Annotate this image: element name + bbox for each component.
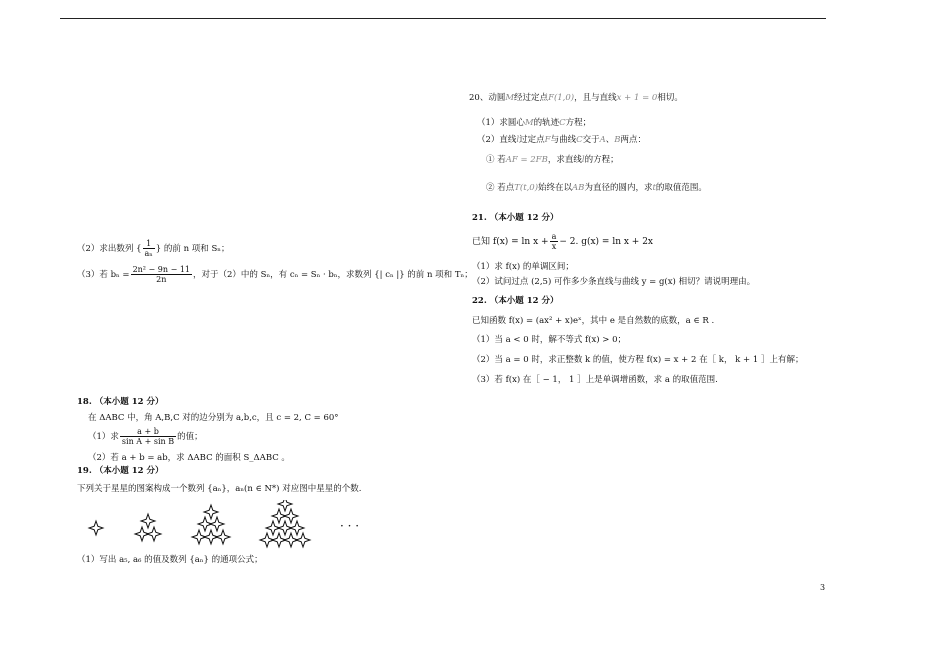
q19-part1: （1）写出 a₅, a₆ 的值及数列 {aₙ} 的通项公式； bbox=[77, 555, 263, 565]
q21-title: 21. （本小题 12 分） bbox=[472, 213, 559, 223]
q17-bn-fraction: $\frac{\text{2n² − 9n − 11}}{2n}$ bbox=[132, 265, 191, 284]
q18-part2: （2）若 a + b = ab，求 ΔABC 的面积 S_ΔABC 。 bbox=[88, 453, 290, 463]
q17-part3: （3）若 bₙ = $\frac{\text{2n² − 9n − 11}}{2n}$ ，对于（2）中的 Sₙ，有 cₙ = Sₙ · bₙ，求数列 {| cₙ |} 的前 n 项和 Tₙ； bbox=[77, 265, 473, 284]
star-icon bbox=[147, 527, 161, 541]
star-icon bbox=[296, 533, 310, 547]
star-icon bbox=[210, 517, 224, 531]
pattern-ellipsis: · · · bbox=[340, 519, 360, 533]
star-icon bbox=[204, 505, 218, 519]
page-number: 3 bbox=[820, 583, 826, 592]
q22-part1: （1）当 a < 0 时，解不等式 f(x) > 0； bbox=[472, 335, 627, 345]
q20-part1: （1）求圆心M的轨迹C方程； bbox=[477, 118, 592, 128]
star-icon bbox=[89, 521, 103, 535]
star-icon bbox=[290, 521, 304, 535]
q22-part3: （3）若 f(x) 在［ − 1， 1 ］上是单调增函数，求 a 的取值范围. bbox=[472, 375, 718, 385]
q18-part1: （1）求 $\frac{a + b}{\text{sin A + sin B}}$ 的值； bbox=[88, 427, 203, 446]
star-icon bbox=[141, 514, 155, 528]
pattern-1 bbox=[89, 521, 103, 535]
q20-subpart2: ② 若点T(t,0)始终在以AB为直径的圆内，求t的取值范围。 bbox=[486, 183, 707, 193]
q17-part2: （2）求出数列 { $\frac{1}{\text{aₙ}}$ } 的前 n 项和 Sₙ； bbox=[77, 239, 230, 258]
q18-title: 18. （本小题 12 分） bbox=[77, 397, 164, 407]
q21-part1: （1）求 f(x) 的单调区间； bbox=[472, 262, 574, 272]
q17-fraction: $\frac{1}{\text{aₙ}}$ bbox=[144, 239, 153, 258]
q22-part2: （2）当 a = 0 时，求正整数 k 的值，使方程 f(x) = x + 2 在［ k， k + 1 ］上有解； bbox=[472, 355, 804, 365]
q21-fraction: $\frac{a}{x}$ bbox=[551, 232, 557, 251]
q22-function: 已知函数 f(x) = (ax² + x)eˣ，其中 e 是自然数的底数，a ∈ R . bbox=[472, 316, 715, 326]
q20-intro: 20、动圆M经过定点F(1,0)，且与直线x + 1 = 0相切。 bbox=[469, 93, 683, 103]
star-icon bbox=[216, 530, 230, 544]
q18-fraction: $\frac{a + b}{\text{sin A + sin B}}$ bbox=[121, 427, 175, 446]
q22-title: 22. （本小题 12 分） bbox=[472, 296, 559, 306]
q20-subpart1: ① 若AF = 2FB，求直线l的方程； bbox=[486, 155, 619, 165]
star-icon bbox=[278, 500, 292, 511]
pattern-2 bbox=[135, 514, 161, 541]
q19-intro: 下列关于星星的图案构成一个数列 {aₙ}，aₙ(n ∈ N*) 对应图中星星的个数. bbox=[77, 484, 362, 494]
q19-title: 19. （本小题 12 分） bbox=[77, 466, 164, 476]
pattern-4 bbox=[260, 500, 310, 547]
q20-part2: （2）直线l过定点F与曲线C交于A、B两点： bbox=[477, 135, 647, 145]
star-icon bbox=[284, 509, 298, 523]
q21-function: 已知 f(x) = ln x + $\frac{a}{x}$ − 2. g(x) = ln x + 2x bbox=[472, 232, 654, 251]
star-pattern-figure bbox=[84, 500, 374, 560]
header-rule bbox=[60, 18, 826, 19]
q21-part2: （2）试问过点 (2,5) 可作多少条直线与曲线 y = g(x) 相切？请说明理由。 bbox=[472, 277, 756, 287]
pattern-3 bbox=[192, 505, 230, 544]
q18-intro: 在 ΔABC 中，角 A,B,C 对的边分别为 a,b,c，且 c = 2, C = 60° bbox=[88, 413, 339, 423]
